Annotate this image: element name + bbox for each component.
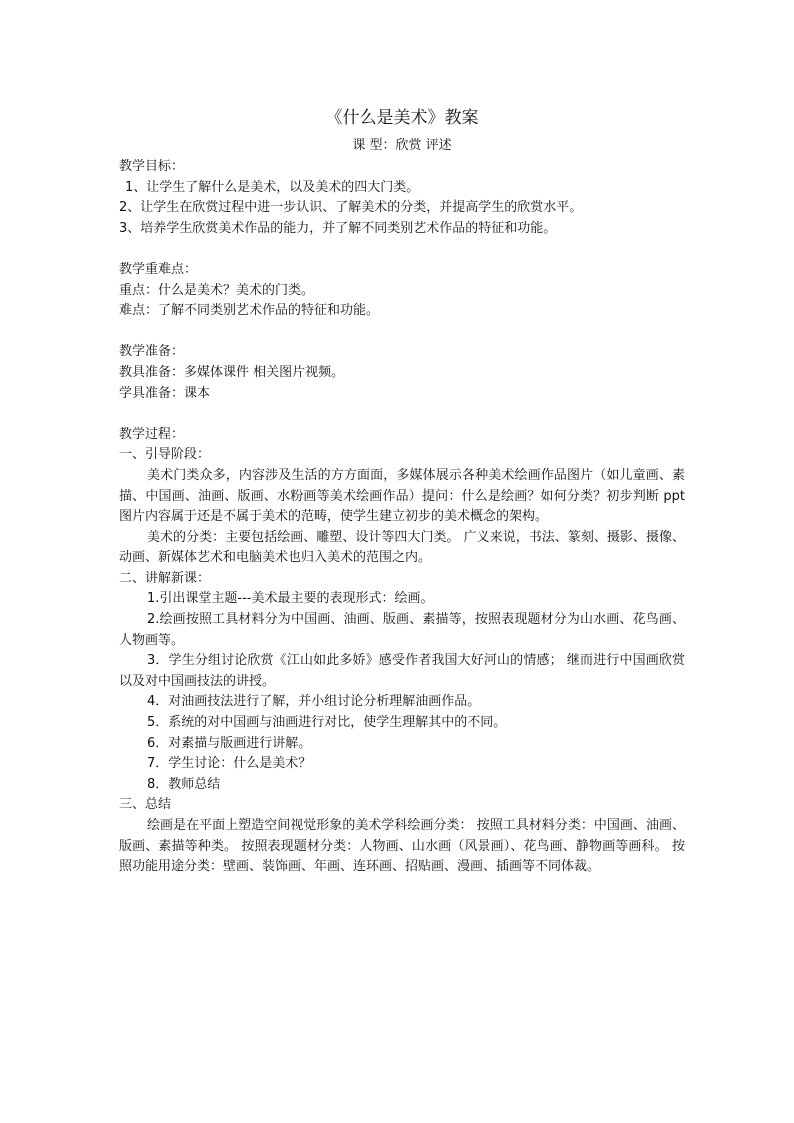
preparation-teacher: 教具准备：多媒体课件 相关图片视频。: [119, 364, 345, 380]
document-title: 《什么是美术》教案: [325, 108, 479, 128]
spacer: [119, 404, 685, 425]
stage2-heading: 二、讲解新课：: [119, 570, 211, 586]
stage1-paragraph-2: 美术的分类：主要包括绘画、雕塑、设计等四大门类。 广义来说，书法、篆刻、摄影、摄像、动画、新媒体艺术和电脑美术也归入美术的范围之内。: [119, 529, 685, 566]
document-content: [119, 106, 685, 878]
stage2-step-5: 5．系统的对中国画与油画进行对比，使学生理解其中的不同。: [147, 715, 507, 731]
spacer: [119, 322, 685, 343]
stage2-step-6: 6．对素描与版画进行讲解。: [147, 735, 312, 751]
process-heading: 教学过程：: [119, 426, 185, 442]
lesson-type: 课 型：欣赏 评述: [352, 138, 452, 153]
stage2-step-4: 4．对油画技法进行了解，并小组讨论分析理解油画作品。: [147, 694, 481, 710]
stage1-paragraph-1: 美术门类众多，内容涉及生活的方方面面，多媒体展示各种美术绘画作品图片（如儿童画、素描、中国画、油画、版画、水粉画等美术绘画作品）提问：什么是绘画？如何分类？初步判断 ppt 图片内容属于还是不属于美术的范畴，使学生建立初步的美术概念的架构。: [119, 467, 685, 525]
objective-item-3: 3、培养学生欣赏美术作品的能力，并了解不同类别艺术作品的特征和功能。: [119, 220, 557, 236]
stage2-step-8: 8．教师总结: [147, 776, 221, 792]
objective-item-2: 2、让学生在欣赏过程中进一步认识、了解美术的分类，并提高学生的欣赏水平。: [119, 200, 583, 216]
stage2-step-2: 2.绘画按照工具材料分为中国画、油画、版画、素描等，按照表现题材分为山水画、花鸟画、人物画等。: [119, 612, 685, 648]
key-point-focus: 重点：什么是美术？美术的门类。: [119, 282, 315, 298]
preparation-heading: 教学准备：: [119, 344, 185, 360]
key-point-difficulty: 难点：了解不同类别艺术作品的特征和功能。: [119, 303, 380, 319]
key-points-heading: 教学重难点：: [119, 261, 198, 277]
stage2-step-7: 7．学生讨论：什么是美术？: [147, 756, 312, 772]
stage3-paragraph: 绘画是在平面上塑造空间视觉形象的美术学科绘画分类： 按照工具材料分类：中国画、油画、版画、素描等种类。 按照表现题材分类：人物画、山水画（风景画）、花鸟画、静物画等画科。 按照功能用途分类：壁画、装饰画、年画、连环画、招贴画、漫画、插画等不同体裁。: [119, 818, 685, 875]
stage1-heading: 一、引导阶段：: [119, 447, 211, 463]
objective-item-1: 1、让学生了解什么是美术，以及美术的四大门类。: [125, 179, 420, 195]
preparation-student: 学具准备：课本: [119, 385, 211, 401]
stage2-step-1: 1.引出课堂主题---美术最主要的表现形式：绘画。: [147, 591, 434, 607]
stage2-step-3: 3．学生分组讨论欣赏《江山如此多娇》感受作者我国大好河山的情感； 继而进行中国画欣赏以及对中国画技法的讲授。: [119, 653, 685, 689]
objectives-heading: 教学目标：: [119, 159, 185, 174]
spacer: [119, 239, 685, 260]
stage3-heading: 三、总结: [119, 797, 172, 813]
